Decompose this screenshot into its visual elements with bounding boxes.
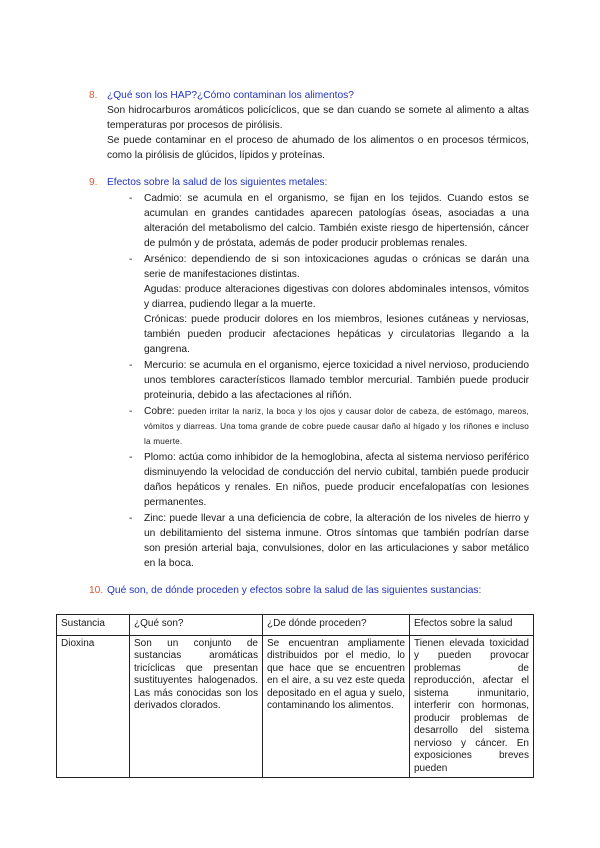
arsenico-text: Arsénico: dependiendo de si son intoxicaciones agudas o crónicas se darán una serie de manifestaciones distintas. [144,254,529,280]
cell-procedencia: Se encuentran ampliamente distribuidos por el medio, lo que hace que se encuentren en el aire, a su vez este queda depositado en el agua y suelo, contaminando los alimentos. [263,635,410,778]
substances-table [56,614,534,778]
bullet-dash: - [129,193,133,204]
cell-sustancia: Dioxina [57,635,130,778]
header-efectos: Efectos sobre la salud [410,615,534,636]
section-10-question: Qué son, de dónde proceden y efectos sobre la salud de las siguientes sustancias: [107,585,482,596]
section-8-heading [89,88,529,103]
section-9-heading [89,175,529,190]
cadmio-text: Cadmio: se acumula en el organismo, se fijan en los tejidos. Cuando estos se acumulan en grandes cantidades aparecen patologías óseas, asociadas a una alteración del metabolismo del calcio. También existe riesgo de hipertensión, cáncer de pulmón y de próstata, además de poder producir problemas renales. [144,193,529,249]
section-10-heading [89,583,549,598]
cobre-text: pueden irritar la nariz, la boca y los ojos y causar dolor de cabeza, de estómago, mareos, vómitos y diarreas. Una toma grande de cobre puede causar daño al hígado y los riñones e incluso la muerte. [144,407,529,446]
list-item-zinc [129,511,529,571]
section-8 [89,88,529,163]
metals-list-wrapper [129,191,529,572]
header-que-son: ¿Qué son? [130,615,263,636]
header-procedencia: ¿De dónde proceden? [263,615,410,636]
cell-efectos: Tienen elevada toxicidad y pueden provocar problemas de reproducción, afectar el sistema inmunitario, interferir con hormonas, producir problemas de desarrollo del sistema nervioso y cáncer. En exposiciones breves pueden [410,635,534,778]
section-9-question: Efectos sobre la salud de los siguientes metales: [107,177,328,188]
mercurio-text: Mercurio: se acumula en el organismo, ejerce toxicidad a nivel nervioso, produciendo unos temblores característicos llamado temblor mercurial. También puede producir proteinuria, debido a las afectaciones al riñón. [144,360,529,401]
section-8-paragraph-2: Se puede contaminar en el proceso de ahumado de los alimentos o en procesos térmicos, como la pirólisis de glúcidos, lípidos y proteínas. [107,135,529,161]
section-9 [89,175,529,190]
bullet-dash: - [129,513,133,524]
section-8-paragraph-1: Son hidrocarburos aromáticos policíclicos, que se dan cuando se somete al alimento a altas temperaturas por procesos de pirólisis. [107,105,529,131]
list-item-plomo [129,450,529,510]
bullet-dash: - [129,406,133,417]
table-row [57,635,534,778]
list-item-arsenico [129,252,529,357]
section-9-number: 9. [89,177,98,188]
bullet-dash: - [129,452,133,463]
list-item-mercurio [129,358,529,403]
section-8-question: ¿Qué son los HAP?¿Cómo contaminan los alimentos? [107,90,354,101]
section-10-number: 10. [89,585,104,596]
header-sustancia: Sustancia [57,615,130,636]
list-item-cobre [129,404,529,449]
section-8-number: 8. [89,90,98,101]
table-header-row [57,615,534,636]
arsenico-cronicas: Crónicas: puede producir dolores en los miembros, lesiones cutáneas y nerviosas, también pueden producir afectaciones hepáticas y circulatorias llegando a la gangrena. [144,314,529,355]
section-10 [89,583,549,598]
arsenico-agudas: Agudas: produce alteraciones digestivas con dolores abdominales intensos, vómitos y diarrea, pudiendo llegar a la muerte. [144,284,529,310]
metals-list [129,191,529,571]
list-item-cadmio [129,191,529,251]
plomo-text: Plomo: actúa como inhibidor de la hemoglobina, afecta al sistema nervioso periférico disminuyendo la velocidad de conducción del nervio cubital, también puede producir daños hepáticos y renales. En niños, puede producir encefalopatías con lesiones permanentes. [144,452,529,508]
cobre-label: Cobre: [144,406,175,417]
zinc-text: Zinc: puede llevar a una deficiencia de cobre, la alteración de los niveles de hierro y un debilitamiento del sistema inmune. Otros síntomas que también podrían darse son presión arterial baja, convulsiones, dolor en las articulaciones y sabor metálico en la boca. [144,513,529,569]
bullet-dash: - [129,254,133,265]
bullet-dash: - [129,360,133,371]
cell-que-son: Son un conjunto de sustancias aromáticas tricíclicas que presentan sustituyentes halogenados. Las más conocidas son los derivados clorados. [130,635,263,778]
